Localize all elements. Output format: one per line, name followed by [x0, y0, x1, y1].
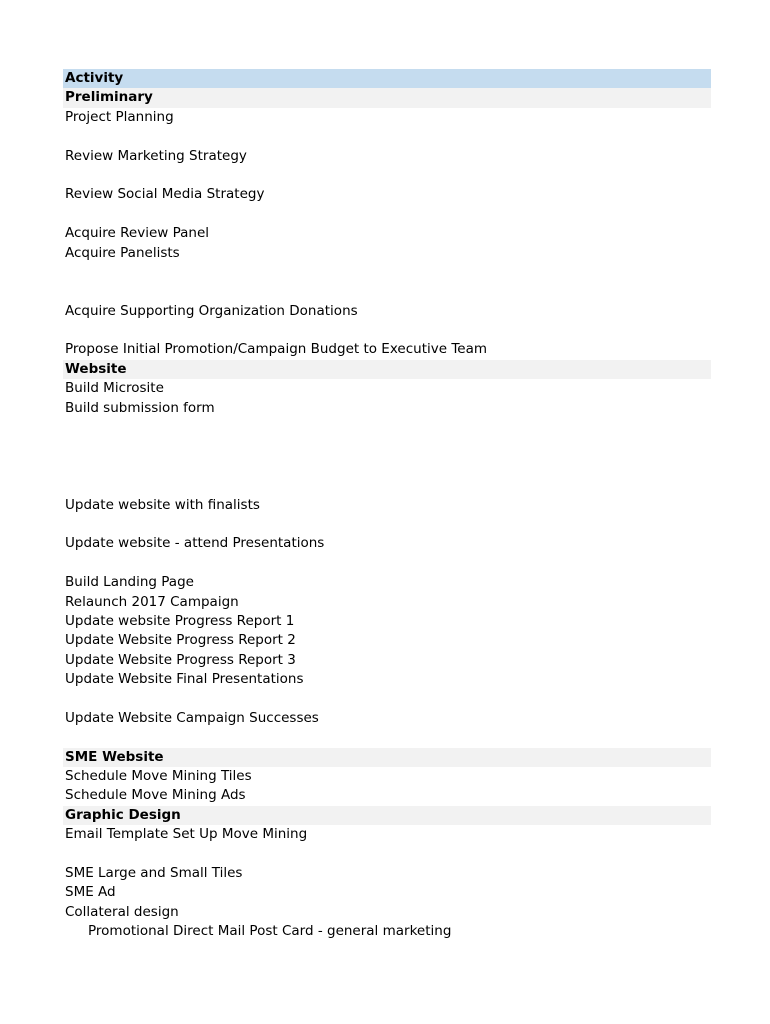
- empty-row: [63, 282, 711, 301]
- empty-row: [63, 476, 711, 495]
- activity-row: Email Template Set Up Move Mining: [65, 826, 308, 843]
- empty-row: [63, 418, 711, 437]
- activity-row: Update website with finalists: [65, 496, 260, 513]
- activity-row: Propose Initial Promotion/Campaign Budget to Executive Team: [65, 341, 488, 358]
- empty-row: [63, 690, 711, 709]
- activity-row: Relaunch 2017 Campaign: [65, 593, 239, 610]
- activity-row: Update website - attend Presentations: [65, 535, 325, 552]
- activity-sheet: [63, 69, 711, 942]
- section-header-row: Graphic Design: [63, 806, 711, 825]
- empty-row: [63, 321, 711, 340]
- activity-row: Build Microsite: [65, 380, 164, 397]
- empty-row: [63, 845, 711, 864]
- sub-activity-row: Promotional Direct Mail Post Card - general marketing: [88, 923, 452, 940]
- activity-row: Acquire Panelists: [65, 244, 180, 261]
- empty-row: [63, 127, 711, 146]
- activity-row: Review Social Media Strategy: [65, 186, 265, 203]
- empty-row: [63, 457, 711, 476]
- section-header-row: Website: [63, 360, 711, 379]
- section-header-row: SME Website: [63, 748, 711, 767]
- activity-row: Update Website Progress Report 2: [65, 632, 296, 649]
- activity-row: Schedule Move Mining Tiles: [65, 768, 252, 785]
- empty-row: [63, 515, 711, 534]
- activity-row: Build Landing Page: [65, 574, 194, 591]
- empty-row: [63, 205, 711, 224]
- activity-row: Update website Progress Report 1: [65, 612, 295, 629]
- activity-row: Collateral design: [65, 903, 179, 920]
- activity-row: Acquire Supporting Organization Donations: [65, 302, 358, 319]
- empty-row: [63, 437, 711, 456]
- empty-row: [63, 263, 711, 282]
- activity-row: SME Ad: [65, 884, 116, 901]
- empty-row: [63, 166, 711, 185]
- activity-row: Schedule Move Mining Ads: [65, 787, 246, 804]
- activity-row: Update Website Progress Report 3: [65, 651, 296, 668]
- activity-row: Build submission form: [65, 399, 215, 416]
- column-header-activity: Activity: [63, 69, 711, 88]
- activity-row: Acquire Review Panel: [65, 225, 210, 242]
- empty-row: [63, 554, 711, 573]
- section-header-row: Preliminary: [63, 88, 711, 107]
- activity-row: Update Website Campaign Successes: [65, 709, 319, 726]
- activity-row: Review Marketing Strategy: [65, 147, 247, 164]
- empty-row: [63, 728, 711, 747]
- activity-row: SME Large and Small Tiles: [65, 865, 243, 882]
- activity-row: Project Planning: [65, 108, 174, 125]
- activity-row: Update Website Final Presentations: [65, 671, 304, 688]
